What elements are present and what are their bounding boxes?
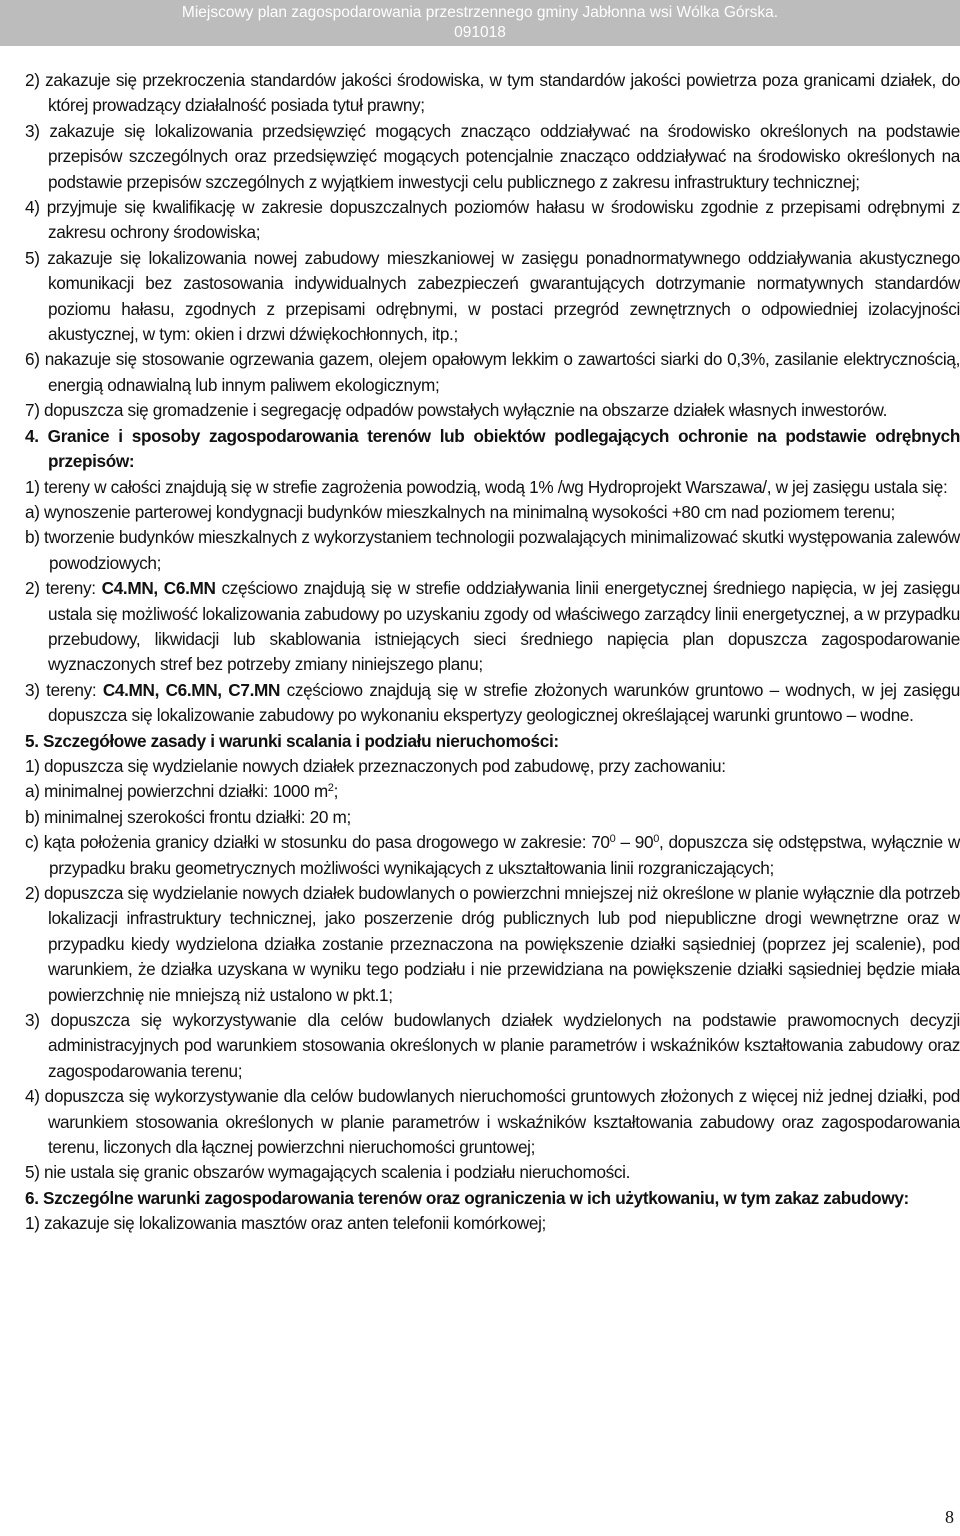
section-5-item-1a xyxy=(25,779,960,804)
section-5-item-3: 3) dopuszcza się wykorzystywanie dla celów budowlanych działek wydzielonych na podstawie prawomocnych decyzji administracyjnych pod warunkiem stosowania określonych w planie parametrów i wskaźników kształtowania zabudowy oraz zagospodarowania terenu; xyxy=(25,1010,960,1081)
section-4-item-3 xyxy=(25,678,960,729)
header-code: 091018 xyxy=(454,24,506,41)
item-5: 5) zakazuje się lokalizowania nowej zabudowy mieszkaniowej w zasięgu ponadnormatywnego oddziaływania akustycznego komunikacji bez zastosowania indywidualnych zabezpieczeń gwarantujących dotrzymanie normatywnych standardów poziomu hałasu, zgodnych z przepisami odrębnymi, w postaci przegród zewnętrznych o odpowiedniej izolacyjności akustycznej, w tym: okien i drzwi dźwiękochłonnych, itp.; xyxy=(25,247,960,345)
header-title: Miejscowy plan zagospodarowania przestrzennego gminy Jabłonna wsi Wólka Górska. xyxy=(181,4,779,21)
section-5-heading: 5. Szczegółowe zasady i warunki scalania i podziału nieruchomości: xyxy=(25,730,559,751)
section-4-heading: 4. Granice i sposoby zagospodarowania terenów lub obiektów podlegających ochronie na podstawie odrębnych przepisów: xyxy=(25,425,960,472)
document-header xyxy=(0,0,960,46)
section-4-item-1: 1) tereny w całości znajdują się w strefie zagrożenia powodzią, wodą 1% /wg Hydroprojekt Warszawa/, w jej zasięgu ustala się: xyxy=(25,476,948,497)
section-4-item-1b: b) tworzenie budynków mieszkalnych z wykorzystaniem technologii pozwalających minimalizować skutki występowania zalewów powodziowych; xyxy=(25,527,960,573)
item-6: 6) nakazuje się stosowanie ogrzewania gazem, olejem opałowym lekkim o zawartości siarki do 0,3%, zasilanie elektrycznością, energią odnawialną lub innym paliwem ekologicznym; xyxy=(25,349,960,395)
item-text: ; xyxy=(333,781,339,802)
item-text: częściowo znajdują się w strefie złożonych warunków gruntowo – wodnych, w jej zasięgu dopuszcza się lokalizowanie zabudowy po wykonaniu ekspertyzy geologicznej określającej warunki gruntowo – wodne. xyxy=(48,679,960,726)
item-3: 3) zakazuje się lokalizowania przedsięwzięć mogących znacząco oddziaływać na środowisko określonych na podstawie przepisów szczególnych oraz przedsięwzięć mogących potencjalnie znacząco oddziaływać na środowisko określonych na podstawie przepisów szczególnych z wyjątkiem inwestycji celu publicznego z zakresu infrastruktury technicznej; xyxy=(25,120,960,192)
superscript: 2 xyxy=(327,782,334,795)
superscript: 0 xyxy=(609,833,616,846)
section-5-item-1: 1) dopuszcza się wydzielanie nowych działek przeznaczonych pod zabudowę, przy zachowaniu: xyxy=(25,755,726,776)
item-text: – 90 xyxy=(615,832,654,853)
item-text: częściowo znajdują się w strefie oddziaływania linii energetycznej średniego napięcia, w jej zasięgu ustala się możliwość lokalizowania zabudowy po uzyskaniu zgody od właściwego zarządcy linii energetycznej, a w przypadku przebudowy, likwidacji lub skablowania istniejących sieci średniego napięcia plan dopuszcza zagospodarowanie wyznaczonych stref bez potrzeby zmiany niniejszego planu; xyxy=(48,578,960,675)
item-prefix: 2) tereny: xyxy=(25,578,102,599)
item-4: 4) przyjmuje się kwalifikację w zakresie dopuszczalnych poziomów hałasu w środowisku zgodnie z przepisami odrębnymi z zakresu ochrony środowiska; xyxy=(25,197,960,243)
page-number: 8 xyxy=(945,1507,954,1527)
item-2: 2) zakazuje się przekroczenia standardów jakości środowiska, w tym standardów jakości powietrza poza granicami działek, do której prowadzący działalność posiada tytuł prawny; xyxy=(25,70,960,116)
superscript: 0 xyxy=(653,833,659,846)
section-4-item-1a: a) wynoszenie parterowej kondygnacji budynków mieszkalnych na minimalną wysokości +80 cm nad poziomem terenu; xyxy=(25,501,895,522)
item-prefix: 3) tereny: xyxy=(25,679,103,700)
item-text: c) kąta położenia granicy działki w stosunku do pasa drogowego w zakresie: 70 xyxy=(25,832,610,853)
section-5-item-5: 5) nie ustala się granic obszarów wymagających scalenia i podziału nieruchomości. xyxy=(25,1162,631,1183)
section-5-item-2: 2) dopuszcza się wydzielanie nowych działek budowlanych o powierzchni mniejszej niż określone w planie wyłącznie dla potrzeb lokalizacji infrastruktury technicznej, jako poszerzenie dróg publicznych lub pod niepubliczne drogi wewnętrzne oraz w przypadku kiedy wydzielona działka zostanie przeznaczona na powiększenie działki sąsiedniej (poprzez jej scalenie), pod warunkiem, że działka uzyskana w wyniku tego podziału i nie przewidziana na powiększenie działki sąsiedniej będzie miała powierzchnię nie mniejszą niż ustalono w pkt.1; xyxy=(25,883,960,1005)
item-text: a) minimalnej powierzchni działki: 1000 m xyxy=(25,781,328,802)
section-4-item-2 xyxy=(25,576,960,678)
zone-codes: C4.MN, C6.MN xyxy=(101,578,216,599)
section-6-heading: 6. Szczególne warunki zagospodarowania terenów oraz ograniczenia w ich użytkowaniu, w tym zakaz zabudowy: xyxy=(25,1187,909,1208)
section-6-item-1: 1) zakazuje się lokalizowania masztów oraz anten telefonii komórkowej; xyxy=(25,1213,546,1234)
section-5-item-4: 4) dopuszcza się wykorzystywanie dla celów budowlanych nieruchomości gruntowych złożonych z więcej niż jednej działki, pod warunkiem stosowania określonych w planie parametrów i wskaźników kształtowania zabudowy oraz zagospodarowania terenu, liczonych dla łącznej powierzchni nieruchomości gruntowej; xyxy=(25,1086,960,1158)
item-text: , dopuszcza się odstępstwa, wyłącznie w przypadku braku geometrycznych możliwości wynikających z ukształtowania linii rozgraniczających; xyxy=(49,832,960,878)
section-5-item-1c xyxy=(25,830,960,881)
zone-codes: C4.MN, C6.MN, C7.MN xyxy=(102,679,281,700)
document-body xyxy=(25,68,960,1237)
section-5-item-1b: b) minimalnej szerokości frontu działki: 20 m; xyxy=(25,806,351,827)
item-7: 7) dopuszcza się gromadzenie i segregację odpadów powstałych wyłącznie na obszarze działek własnych inwestorów. xyxy=(25,400,888,421)
